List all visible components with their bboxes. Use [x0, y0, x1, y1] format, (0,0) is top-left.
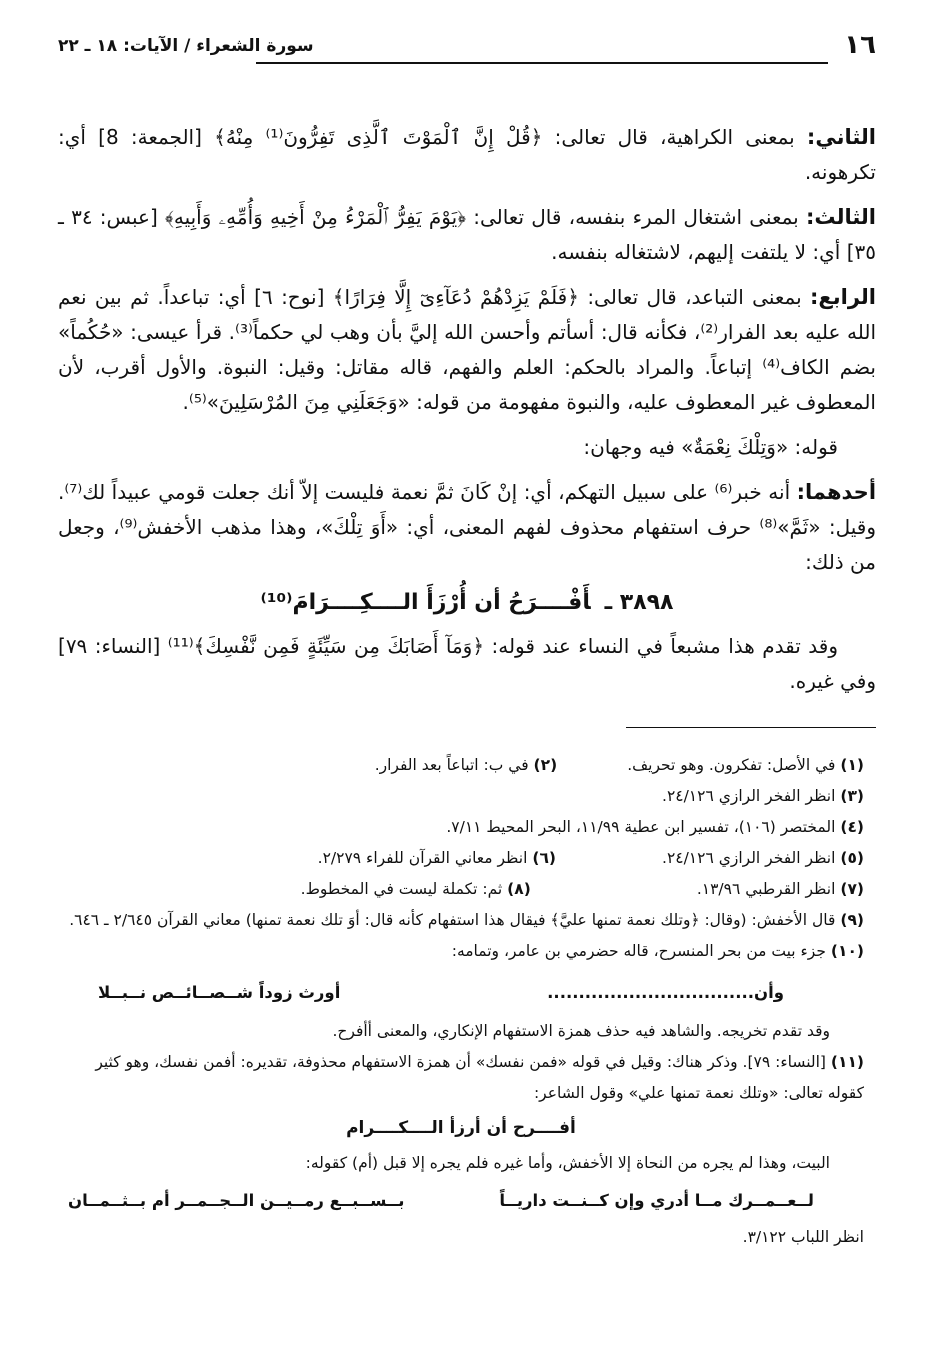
footnote-text: في ب: اتباعاً بعد الفرار.	[374, 756, 529, 774]
footnote-poem	[98, 977, 824, 1008]
footnote-line: البيت، وهذا لم يجره من النحاة إلا الأخفش، وأما غيره فلم يجره إلا قبل (أم) كقوله:	[305, 1154, 830, 1172]
footnote-separator	[626, 727, 876, 728]
poem-hemistich: بــســبــع رمــيــن الــجــمــر أم بــثــمــان	[68, 1191, 405, 1210]
paragraph-two-aspects	[58, 430, 876, 465]
poetry-verse	[58, 590, 876, 615]
footnote-number: (١١)	[830, 1053, 864, 1071]
footnote-row	[58, 843, 864, 874]
footnote-text: ثم: تكملة ليست في المخطوط.	[300, 880, 503, 898]
footnotes	[58, 750, 876, 1253]
paragraph-text: بمعنى التباعد، قال تعالى: ﴿فَلَمْ يَزِدْهُمْ دُعَآءِىٓ إِلَّا فِرَارًا﴾ [نوح: ٦] أي: تباعداً. ثم بين نعم الله عليه بعد الفرار⁽²⁾، فكأنه قال: أسأتم وأحسن الله إليَّ بأن وهب لي حكماً⁽³⁾. قرأ عيسى: «حُكُماً» بضم الكاف⁽⁴⁾ إتباعاً. والمراد بالحكم: العلم والفهم، قاله مقاتل: وقيل: النبوة. والأول أقرب، لأن المعطوف غير المعطوف عليه، والنبوة مفهومة من قوله: «وَجَعَلَنِي مِنَ المُرْسَلِينَ»⁽⁵⁾.	[58, 285, 876, 414]
paragraph-text: أنه خبر⁽⁶⁾ على سبيل التهكم، أي: إنْ كَانَ ثمَّ نعمة فليست إلاّ أنك جعلت قومي عبيداً لك⁽⁷⁾. وقيل: «ثَمَّ»⁽⁸⁾ حرف استفهام محذوف لفهم المعنى، أي: «أَوَ تِلْكَ»، وهذا مذهب الأخفش⁽⁹⁾، وجعل من ذلك:	[58, 480, 876, 574]
poem-hemistich: أورث زوداً شــصــائــص نــبــلا	[98, 983, 341, 1002]
main-text	[58, 120, 876, 699]
footnote-number: (١)	[840, 756, 864, 774]
footnote-text: [النساء: ٧٩]. وذكر هناك: وقيل في قوله «فمن نفسك» أن همزة الاستفهام محذوفة، تقديره: أفمن نفسك، وهو كثير كقوله تعالى: «وتلك نعمة تمنها علي» وقول الشاعر:	[95, 1053, 864, 1102]
header-rule	[256, 62, 828, 64]
paragraph-text: وقد تقدم هذا مشبعاً في النساء عند قوله: ﴿وَمَآ أَصَابَكَ مِن سَيِّئَةٍ فَمِن نَّفْسِكَ﴾⁽¹¹⁾ [النساء: ٧٩] وفي غيره.	[58, 634, 876, 693]
footnote-row	[58, 750, 864, 781]
poem-hemistich: وأن.................................	[547, 983, 784, 1002]
footnote-row	[58, 874, 864, 905]
footnote-text: في الأصل: تفكرون. وهو تحريف.	[627, 756, 836, 774]
footnote-line: وقد تقدم تخريجه. والشاهد فيه حذف همزة الاستفهام الإنكاري، والمعنى أأفرح.	[332, 1022, 830, 1040]
footnote-row	[58, 781, 864, 812]
verse-text: أَفْــــرَحُ أن أُرْزَأَ الــــكِــــرَامَ⁽¹⁰⁾	[260, 590, 591, 615]
running-head: سورة الشعراء / الآيات: ١٨ ـ ٢٢	[58, 36, 314, 56]
paragraph-term: الثاني:	[806, 125, 876, 149]
paragraph-first-aspect	[58, 475, 876, 580]
document-page	[58, 30, 876, 1253]
footnote-number: (٨)	[507, 880, 531, 898]
footnote-number: (٢)	[533, 756, 558, 774]
footnote-number: (٤)	[840, 818, 864, 836]
page-number: ١٦	[844, 30, 876, 60]
paragraph-third	[58, 200, 876, 270]
footnote-number: (٩)	[840, 911, 864, 929]
footnote-text: قال الأخفش: (وقال: ﴿وتلك نعمة تمنها عليَّ﴾ فيقال هذا استفهام كأنه قال: أوَ تلك نعمة تمنها) معاني القرآن ٢/٦٤٥ ـ ٦٤٦.	[69, 911, 836, 929]
paragraph-term: الرابع:	[810, 285, 877, 309]
footnote-poem	[68, 1185, 854, 1216]
footnote-number: (٣)	[840, 787, 864, 805]
footnote-poem: أفــــرح أن أرزأ الــــكــــرام	[346, 1118, 576, 1138]
footnote-row	[58, 905, 864, 936]
paragraph-text: بمعنى اشتغال المرء بنفسه، قال تعالى: ﴿يَوْمَ يَفِرُّ ٱلْمَرْءُ مِنْ أَخِيهِ وَأُمِّهِۦ وَأَبِيهِ﴾ [عبس: ٣٤ ـ ٣٥] أي: لا يلتفت إليهم، لاشتغاله بنفسه.	[58, 205, 876, 264]
footnote-text: انظر معاني القرآن للفراء ٢/٢٧٩.	[317, 849, 528, 867]
footnote-text: انظر القرطبي ١٣/٩٦.	[696, 880, 836, 898]
footnote-row	[58, 1047, 864, 1109]
verse-number: ٣٨٩٨ ـ	[604, 590, 674, 615]
paragraph-term: الثالث:	[805, 205, 877, 229]
footnote-text: انظر الفخر الرازي ٢٤/١٢٦.	[662, 787, 836, 805]
paragraph-term: أحدهما:	[796, 480, 877, 504]
footnote-row	[58, 936, 864, 967]
paragraph-second	[58, 120, 876, 190]
page-header	[58, 30, 876, 64]
poem-hemistich: لــعــمــرك مــا أدري وإن كــنــت داريــاً	[499, 1191, 814, 1210]
footnote-row	[58, 812, 864, 843]
footnote-number: (٧)	[840, 880, 864, 898]
paragraph-fourth	[58, 280, 876, 420]
footnote-text: جزء بيت من بحر المنسرح، قاله حضرمي بن عامر، وتمامه:	[451, 942, 826, 960]
footnote-text: المختصر (١٠٦)، تفسير ابن عطية ١١/٩٩، البحر المحيط ٧/١١.	[446, 818, 836, 836]
paragraph-text: قوله: «وَتِلْكَ نِعْمَةٌ» فيه وجهان:	[583, 435, 838, 459]
footnote-line: انظر اللباب ٣/١٢٢.	[742, 1228, 864, 1246]
paragraph-text: بمعنى الكراهية، قال تعالى: ﴿قُلْ إِنَّ ٱلْمَوْتَ ٱلَّذِى تَفِرُّونَ⁽¹⁾ مِنْهُ﴾ [الجمعة: 8] أي: تكرهونه.	[58, 125, 876, 184]
footnote-number: (٥)	[840, 849, 864, 867]
footnote-number: (١٠)	[830, 942, 864, 960]
footnote-text: انظر الفخر الرازي ٢٤/١٢٦.	[662, 849, 836, 867]
paragraph-closing	[58, 629, 876, 699]
footnote-number: (٦)	[532, 849, 556, 867]
